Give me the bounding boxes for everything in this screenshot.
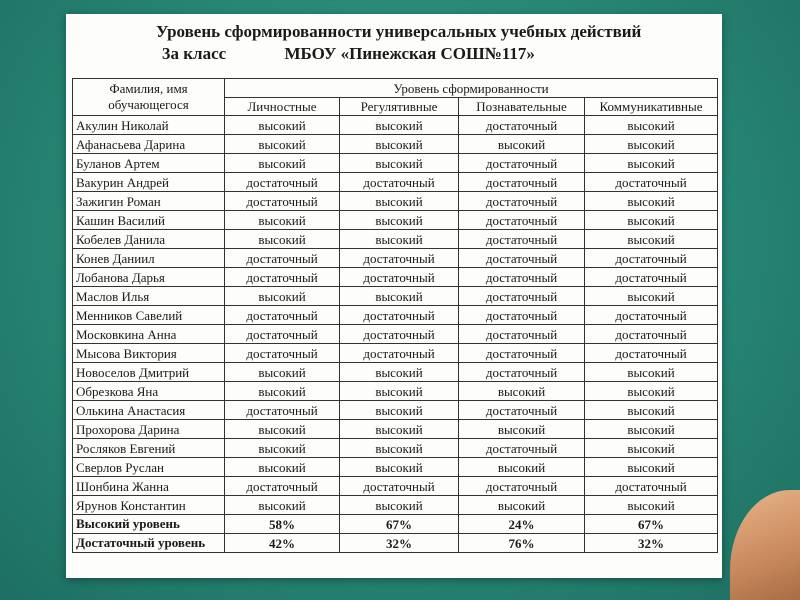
table-row bbox=[73, 477, 718, 496]
level-cell: достаточный bbox=[225, 249, 340, 268]
level-cell: высокий bbox=[585, 116, 718, 135]
level-cell: достаточный bbox=[225, 192, 340, 211]
student-name: Менников Савелий bbox=[73, 306, 225, 325]
level-cell: высокий bbox=[459, 458, 585, 477]
level-cell: достаточный bbox=[585, 477, 718, 496]
student-name: Росляков Евгений bbox=[73, 439, 225, 458]
level-cell: достаточный bbox=[459, 401, 585, 420]
level-cell: высокий bbox=[585, 135, 718, 154]
level-cell: достаточный bbox=[459, 287, 585, 306]
level-cell: достаточный bbox=[459, 439, 585, 458]
level-cell: высокий bbox=[340, 401, 459, 420]
level-cell: высокий bbox=[585, 287, 718, 306]
level-cell: достаточный bbox=[459, 477, 585, 496]
level-cell: высокий bbox=[225, 382, 340, 401]
level-cell: высокий bbox=[585, 420, 718, 439]
level-cell: высокий bbox=[225, 116, 340, 135]
level-cell: высокий bbox=[340, 363, 459, 382]
table-row bbox=[73, 268, 718, 287]
student-name: Кобелев Данила bbox=[73, 230, 225, 249]
table-row bbox=[73, 496, 718, 515]
student-name: Шонбина Жанна bbox=[73, 477, 225, 496]
summary-percent: 67% bbox=[340, 515, 459, 534]
student-name: Московкина Анна bbox=[73, 325, 225, 344]
hand-decoration bbox=[730, 490, 800, 600]
level-cell: высокий bbox=[340, 439, 459, 458]
student-name: Конев Даниил bbox=[73, 249, 225, 268]
column-header-regulatory: Регулятивные bbox=[340, 98, 459, 116]
table-row bbox=[73, 135, 718, 154]
level-cell: достаточный bbox=[340, 268, 459, 287]
level-cell: достаточный bbox=[459, 173, 585, 192]
level-group-header: Уровень сформированности bbox=[225, 79, 718, 98]
level-cell: достаточный bbox=[340, 306, 459, 325]
summary-percent: 32% bbox=[585, 534, 718, 553]
level-cell: достаточный bbox=[459, 230, 585, 249]
level-cell: достаточный bbox=[225, 477, 340, 496]
table-row bbox=[73, 173, 718, 192]
level-cell: достаточный bbox=[340, 344, 459, 363]
level-cell: достаточный bbox=[459, 211, 585, 230]
student-name: Вакурин Андрей bbox=[73, 173, 225, 192]
level-cell: достаточный bbox=[459, 192, 585, 211]
level-cell: высокий bbox=[585, 458, 718, 477]
level-cell: высокий bbox=[585, 496, 718, 515]
level-cell: достаточный bbox=[225, 173, 340, 192]
level-cell: достаточный bbox=[459, 249, 585, 268]
table-row bbox=[73, 249, 718, 268]
student-name: Сверлов Руслан bbox=[73, 458, 225, 477]
table-row bbox=[73, 230, 718, 249]
level-cell: достаточный bbox=[225, 268, 340, 287]
level-cell: достаточный bbox=[585, 325, 718, 344]
level-cell: достаточный bbox=[340, 173, 459, 192]
column-header-cognitive: Познавательные bbox=[459, 98, 585, 116]
table-body bbox=[73, 116, 718, 553]
level-cell: высокий bbox=[225, 154, 340, 173]
table-row bbox=[73, 420, 718, 439]
table-row bbox=[73, 211, 718, 230]
student-name: Обрезкова Яна bbox=[73, 382, 225, 401]
student-name: Зажигин Роман bbox=[73, 192, 225, 211]
student-name: Акулин Николай bbox=[73, 116, 225, 135]
level-cell: высокий bbox=[459, 135, 585, 154]
table-row bbox=[73, 363, 718, 382]
level-cell: высокий bbox=[459, 496, 585, 515]
level-cell: высокий bbox=[340, 420, 459, 439]
level-cell: высокий bbox=[585, 192, 718, 211]
table-row bbox=[73, 116, 718, 135]
level-cell: достаточный bbox=[225, 325, 340, 344]
summary-row bbox=[73, 515, 718, 534]
summary-percent: 58% bbox=[225, 515, 340, 534]
summary-percent: 32% bbox=[340, 534, 459, 553]
level-cell: высокий bbox=[459, 382, 585, 401]
table-row bbox=[73, 287, 718, 306]
level-cell: высокий bbox=[340, 458, 459, 477]
summary-row bbox=[73, 534, 718, 553]
student-name: Маслов Илья bbox=[73, 287, 225, 306]
table-row bbox=[73, 192, 718, 211]
student-name: Мысова Виктория bbox=[73, 344, 225, 363]
level-cell: достаточный bbox=[585, 268, 718, 287]
level-cell: достаточный bbox=[459, 116, 585, 135]
level-cell: высокий bbox=[225, 458, 340, 477]
summary-label: Достаточный уровень bbox=[73, 534, 225, 553]
level-cell: достаточный bbox=[225, 306, 340, 325]
page-subtitle bbox=[162, 44, 535, 64]
student-name: Новоселов Дмитрий bbox=[73, 363, 225, 382]
level-cell: достаточный bbox=[459, 154, 585, 173]
table-row bbox=[73, 325, 718, 344]
level-cell: достаточный bbox=[459, 363, 585, 382]
level-cell: высокий bbox=[225, 439, 340, 458]
results-table bbox=[72, 78, 718, 553]
level-cell: высокий bbox=[340, 287, 459, 306]
level-cell: высокий bbox=[340, 192, 459, 211]
level-cell: высокий bbox=[340, 382, 459, 401]
student-name: Кашин Василий bbox=[73, 211, 225, 230]
level-cell: высокий bbox=[340, 116, 459, 135]
level-cell: достаточный bbox=[459, 344, 585, 363]
summary-percent: 67% bbox=[585, 515, 718, 534]
table-row bbox=[73, 306, 718, 325]
name-column-header: Фамилия, имя обучающегося bbox=[73, 79, 225, 116]
level-cell: высокий bbox=[225, 135, 340, 154]
level-cell: достаточный bbox=[340, 325, 459, 344]
level-cell: достаточный bbox=[340, 477, 459, 496]
level-cell: высокий bbox=[225, 363, 340, 382]
school-label: МБОУ «Пинежская СОШ№117» bbox=[284, 44, 535, 63]
level-cell: высокий bbox=[340, 154, 459, 173]
student-name: Афанасьева Дарина bbox=[73, 135, 225, 154]
level-cell: достаточный bbox=[225, 344, 340, 363]
level-cell: высокий bbox=[225, 496, 340, 515]
document-sheet bbox=[66, 14, 722, 578]
table-row bbox=[73, 344, 718, 363]
level-cell: высокий bbox=[340, 135, 459, 154]
level-cell: высокий bbox=[585, 154, 718, 173]
column-header-communicative: Коммуникативные bbox=[585, 98, 718, 116]
level-cell: высокий bbox=[585, 211, 718, 230]
summary-percent: 76% bbox=[459, 534, 585, 553]
page-title: Уровень сформированности универсальных учебных действий bbox=[156, 22, 642, 41]
level-cell: высокий bbox=[585, 401, 718, 420]
student-name: Прохорова Дарина bbox=[73, 420, 225, 439]
level-cell: высокий bbox=[225, 230, 340, 249]
student-name: Лобанова Дарья bbox=[73, 268, 225, 287]
summary-percent: 42% bbox=[225, 534, 340, 553]
student-name: Буланов Артем bbox=[73, 154, 225, 173]
level-cell: высокий bbox=[225, 287, 340, 306]
level-cell: высокий bbox=[585, 439, 718, 458]
column-header-personal: Личностные bbox=[225, 98, 340, 116]
summary-percent: 24% bbox=[459, 515, 585, 534]
level-cell: высокий bbox=[585, 363, 718, 382]
level-cell: достаточный bbox=[459, 306, 585, 325]
class-label: 3а класс bbox=[162, 44, 227, 63]
table-row bbox=[73, 154, 718, 173]
student-name: Олькина Анастасия bbox=[73, 401, 225, 420]
level-cell: высокий bbox=[225, 211, 340, 230]
level-cell: достаточный bbox=[585, 306, 718, 325]
level-cell: достаточный bbox=[585, 173, 718, 192]
level-cell: достаточный bbox=[225, 401, 340, 420]
level-cell: достаточный bbox=[340, 249, 459, 268]
level-cell: высокий bbox=[340, 230, 459, 249]
level-cell: достаточный bbox=[459, 325, 585, 344]
level-cell: высокий bbox=[340, 496, 459, 515]
table-row bbox=[73, 382, 718, 401]
level-cell: высокий bbox=[340, 211, 459, 230]
level-cell: высокий bbox=[459, 420, 585, 439]
level-cell: высокий bbox=[585, 230, 718, 249]
table-row bbox=[73, 439, 718, 458]
level-cell: достаточный bbox=[585, 344, 718, 363]
level-cell: высокий bbox=[585, 382, 718, 401]
student-name: Ярунов Константин bbox=[73, 496, 225, 515]
level-cell: высокий bbox=[225, 420, 340, 439]
table-row bbox=[73, 458, 718, 477]
level-cell: достаточный bbox=[585, 249, 718, 268]
table-row bbox=[73, 401, 718, 420]
level-cell: достаточный bbox=[459, 268, 585, 287]
summary-label: Высокий уровень bbox=[73, 515, 225, 534]
